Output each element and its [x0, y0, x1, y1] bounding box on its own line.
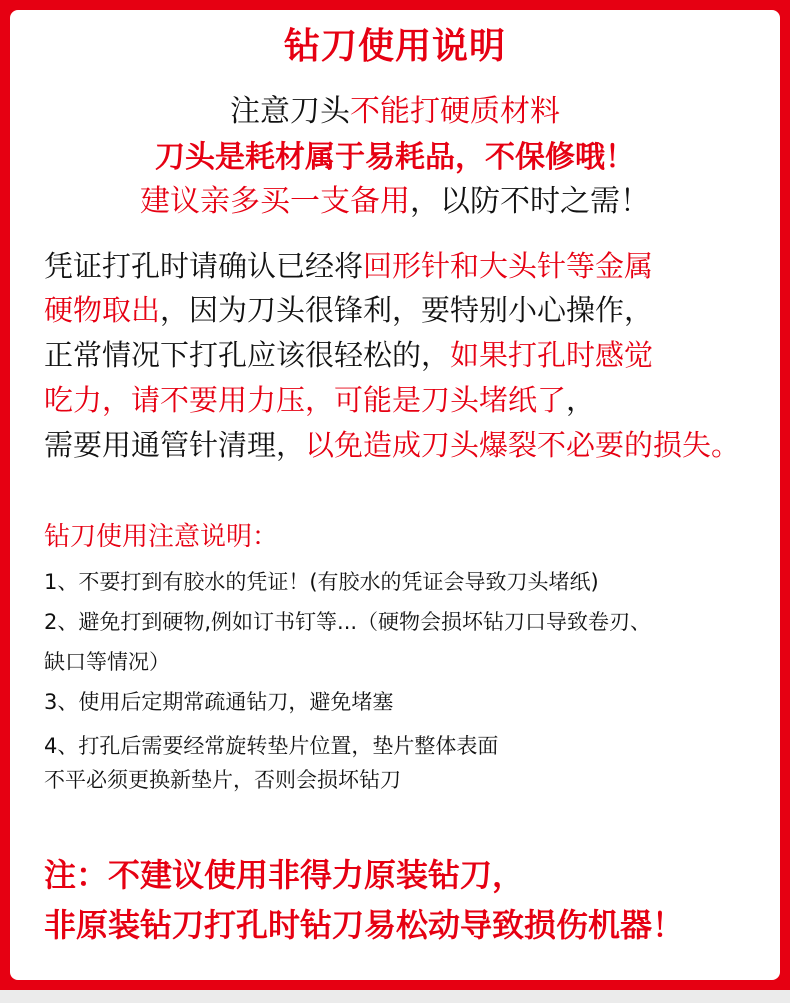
- body-line-3-red: 如果打孔时感觉: [450, 338, 654, 372]
- body-line-2-red: 硬物取出: [44, 293, 161, 327]
- intro-line-1: [0, 86, 790, 130]
- body-line-5-red: 以免造成刀头爆裂不必要的损失。: [305, 428, 741, 462]
- page-title: 钻刀使用说明: [283, 26, 506, 67]
- intro-line-3: [0, 176, 790, 220]
- body-line-5: [44, 423, 740, 464]
- body-line-1: [44, 244, 653, 285]
- notice-title: 钻刀使用注意说明：: [44, 522, 279, 552]
- body-line-3-black: 正常情况下打孔应该很轻松的，: [44, 338, 451, 372]
- notice-item-4: 4、打孔后需要经常旋转垫片位置，垫片整体表面: [44, 734, 499, 758]
- body-line-3: [44, 333, 653, 374]
- intro-line-1-red: 不能打硬质材料: [350, 94, 560, 129]
- intro-line-1-black: 注意刀头: [230, 94, 350, 129]
- intro-line-2: 刀头是耗材属于易耗品，不保修哦！: [155, 140, 635, 175]
- body-line-4: [44, 378, 595, 419]
- body-line-4-red: 吃力，请不要用力压，可能是刀头堵纸了: [44, 383, 567, 417]
- body-line-4-black: ，: [566, 383, 596, 417]
- body-line-1-black: 凭证打孔时请确认已经将: [44, 249, 364, 283]
- notice-item-1: 1、不要打到有胶水的凭证！(有胶水的凭证会导致刀头堵纸): [44, 570, 599, 594]
- body-line-2-black: ，因为刀头很锋利，要特别小心操作，: [160, 293, 654, 327]
- footer-line-1: 注：不建议使用非得力原装钻刀，: [44, 856, 525, 894]
- notice-item-2-cont: 缺口等情况）: [44, 650, 170, 674]
- notice-item-2: 2、避免打到硬物,例如订书钉等...（硬物会损坏钻刀口导致卷刃、: [44, 610, 652, 634]
- intro-line-3-red: 建议亲多买一支备用: [140, 184, 410, 219]
- body-line-1-red: 回形针和大头针等金属: [363, 249, 654, 283]
- intro-line-3-black: ，以防不时之需！: [410, 184, 650, 219]
- body-line-5-black: 需要用通管针清理，: [44, 428, 306, 462]
- body-line-2: [44, 288, 653, 329]
- bottom-strip: [0, 990, 790, 1003]
- footer-line-2: 非原装钻刀打孔时钻刀易松动导致损伤机器！: [44, 906, 685, 944]
- notice-item-4-cont: 不平必须更换新垫片，否则会损坏钻刀: [44, 768, 401, 792]
- notice-item-3: 3、使用后定期常疏通钻刀，避免堵塞: [44, 690, 394, 714]
